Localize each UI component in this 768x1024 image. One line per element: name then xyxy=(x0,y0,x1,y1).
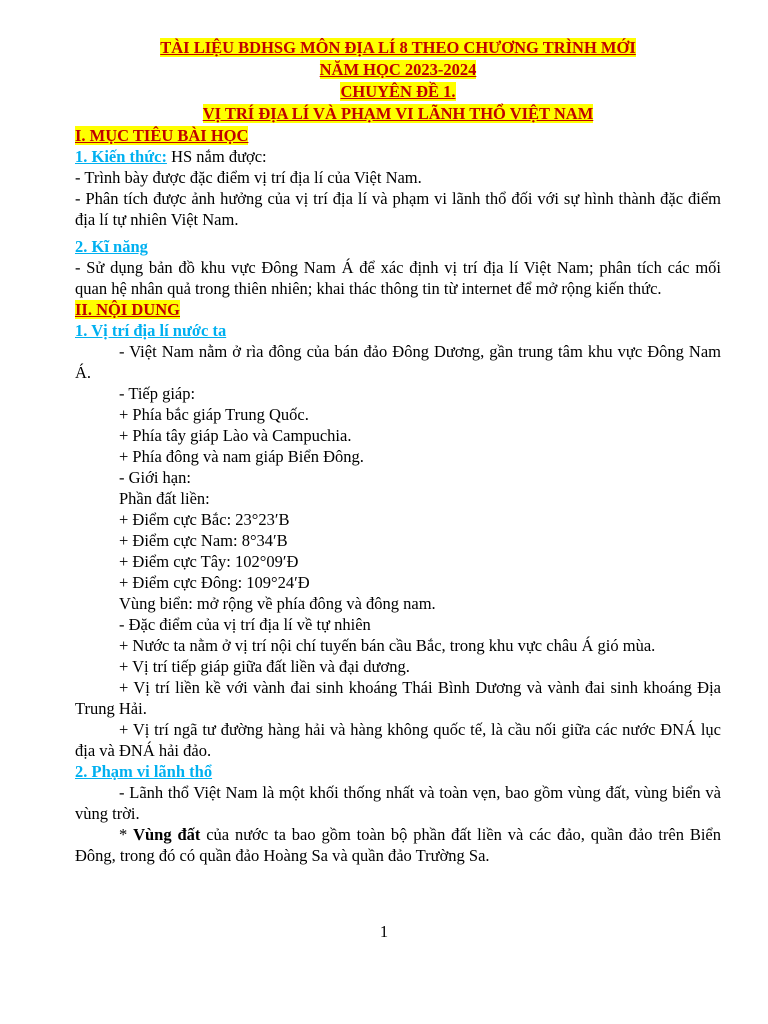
knowledge-line xyxy=(75,146,721,167)
nature-item-1: + Nước ta nằm ở vị trí nội chí tuyến bán cầu Bắc, trong khu vực châu Á gió mùa. xyxy=(119,636,656,655)
extreme-north: + Điểm cực Bắc: 23°23′B xyxy=(119,510,290,529)
skills-heading: 2. Kĩ năng xyxy=(75,237,148,256)
territory-heading: 2. Phạm vi lãnh thổ xyxy=(75,762,213,781)
title-line-2: NĂM HỌC 2023-2024 xyxy=(319,60,477,79)
nature-item-2: + Vị trí tiếp giáp giữa đất liền và đại dương. xyxy=(119,657,410,676)
territory-land xyxy=(75,824,721,866)
border-item-east: + Phía đông và nam giáp Biển Đông. xyxy=(119,447,364,466)
knowledge-intro: HS nắm được: xyxy=(166,147,267,166)
page-number: 1 xyxy=(379,922,389,941)
skills-text: - Sử dụng bản đồ khu vực Đông Nam Á để xác định vị trí địa lí Việt Nam; phân tích các mối quan hệ nhân quả trong thiên nhiên; khai thác thông tin từ internet để mở rộng kiến thức. xyxy=(75,258,721,298)
territory-land-prefix: * xyxy=(119,825,134,844)
location-intro: - Việt Nam nằm ở rìa đông của bán đảo Đông Dương, gần trung tâm khu vực Đông Nam Á. xyxy=(75,342,721,382)
nature-item-3: + Vị trí liền kề với vành đai sinh khoáng Thái Bình Dương và vành đai sinh khoáng Địa Trung Hải. xyxy=(75,678,721,718)
border-item-north: + Phía bắc giáp Trung Quốc. xyxy=(119,405,309,424)
extreme-west: + Điểm cực Tây: 102°09′Đ xyxy=(119,552,299,571)
knowledge-item-2: - Phân tích được ảnh hưởng của vị trí địa lí và phạm vi lãnh thổ đối với sự hình thành đặc điểm địa lí tự nhiên Việt Nam. xyxy=(75,189,721,229)
location-heading: 1. Vị trí địa lí nước ta xyxy=(75,321,227,340)
document-title xyxy=(75,37,721,125)
border-item-west: + Phía tây giáp Lào và Campuchia. xyxy=(119,426,352,445)
nature-item-4: + Vị trí ngã tư đường hàng hải và hàng không quốc tế, là cầu nối giữa các nước ĐNÁ lục địa và ĐNÁ hải đảo. xyxy=(75,720,721,760)
nature-label: - Đặc điểm của vị trí địa lí về tự nhiên xyxy=(119,615,371,634)
borders-label: - Tiếp giáp: xyxy=(119,384,196,403)
knowledge-item-1: - Trình bày được đặc điểm vị trí địa lí của Việt Nam. xyxy=(75,168,422,187)
section-1-heading-text: I. MỤC TIÊU BÀI HỌC xyxy=(75,126,249,145)
title-line-1: TÀI LIỆU BDHSG MÔN ĐỊA LÍ 8 THEO CHƯƠNG TRÌNH MỚI xyxy=(160,38,636,57)
section-1-heading xyxy=(75,125,721,146)
extreme-south: + Điểm cực Nam: 8°34′B xyxy=(119,531,288,550)
title-line-3: CHUYÊN ĐỀ 1. xyxy=(340,82,456,101)
section-2-heading-text: II. NỘI DUNG xyxy=(75,300,180,319)
document-page xyxy=(75,37,721,866)
mainland-label: Phần đất liền: xyxy=(119,489,210,508)
section-2-heading xyxy=(75,299,721,320)
knowledge-heading: 1. Kiến thức: xyxy=(75,147,167,166)
extreme-east: + Điểm cực Đông: 109°24′Đ xyxy=(119,573,310,592)
title-line-4: VỊ TRÍ ĐỊA LÍ VÀ PHẠM VI LÃNH THỔ VIỆT NAM xyxy=(202,104,594,123)
sea-area: Vùng biển: mở rộng về phía đông và đông nam. xyxy=(119,594,436,613)
territory-land-text: của nước ta bao gồm toàn bộ phần đất liền và các đảo, quần đảo trên Biển Đông, trong đó có quần đảo Hoàng Sa và quần đảo Trường Sa. xyxy=(75,825,721,865)
territory-land-bold: Vùng đất xyxy=(133,825,201,844)
limits-label: - Giới hạn: xyxy=(119,468,191,487)
territory-intro: - Lãnh thổ Việt Nam là một khối thống nhất và toàn vẹn, bao gồm vùng đất, vùng biển và vùng trời. xyxy=(75,783,721,823)
